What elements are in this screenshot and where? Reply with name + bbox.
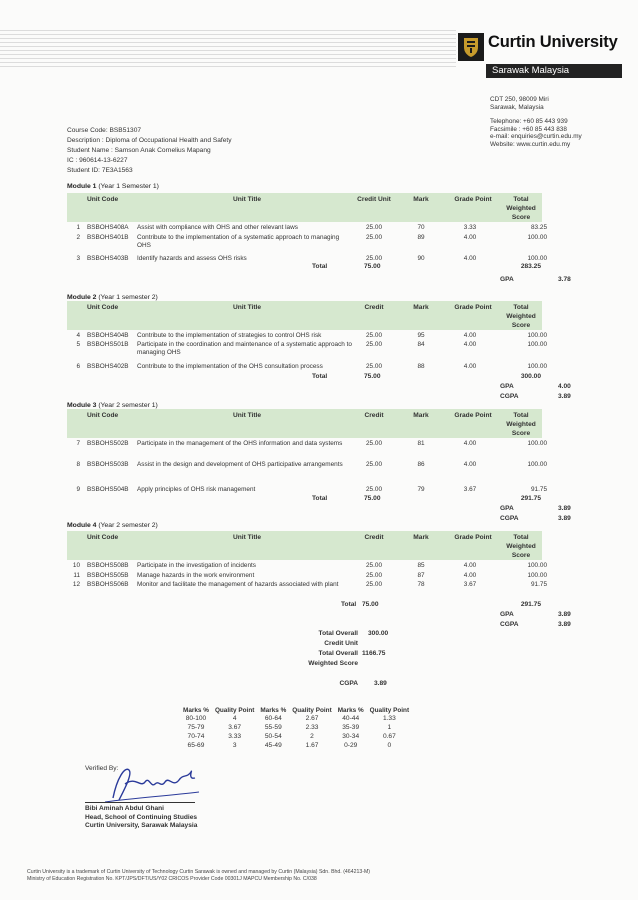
- cgpa-label: CGPA: [500, 393, 519, 400]
- mark-value: 79: [417, 486, 425, 493]
- credit-value: 25.00: [366, 440, 382, 447]
- signer-institution: Curtin University, Sarawak Malaysia: [85, 822, 198, 830]
- unit-code: BSBOHS508B: [87, 562, 129, 569]
- grade-scale-header: Marks %: [183, 707, 209, 714]
- header-unit-code: Unit Code: [87, 196, 119, 203]
- gpa-value: 3.78: [558, 276, 571, 283]
- student-ic: IC : 960614-13-6227: [67, 157, 128, 164]
- header-total-weighted: Total Weighted Score: [506, 412, 536, 437]
- telephone: Telephone: +60 85 443 939: [490, 118, 568, 126]
- grade-scale-cell: 4: [232, 715, 237, 722]
- row-number: 2: [76, 234, 80, 241]
- header-unit-title: Unit Title: [232, 196, 262, 203]
- grade-point-value: 4.00: [463, 461, 477, 468]
- grade-point-value: 4.00: [463, 440, 477, 447]
- unit-title: Participate in the investigation of incidents: [137, 562, 257, 569]
- grade-scale-cell: 35-39: [342, 724, 360, 731]
- grade-scale-cell: 55-59: [264, 724, 282, 731]
- weighted-score-value: 91.75: [531, 486, 547, 493]
- mark-value: 85: [417, 562, 425, 569]
- weighted-score-value: 100.00: [527, 332, 547, 339]
- total-label: Total: [312, 263, 328, 270]
- mark-value: 95: [417, 332, 425, 339]
- total-weighted-score: 291.75: [520, 495, 541, 502]
- header-total-weighted: Total Weighted Score: [506, 196, 536, 221]
- unit-title: Monitor and facilitate the management of hazards associated with plant: [137, 581, 339, 588]
- header-unit-title: Unit Title: [232, 412, 262, 419]
- student-name: Student Name : Samson Anak Cornelius Mapang: [67, 147, 211, 154]
- gpa-label: GPA: [500, 505, 514, 512]
- grade-scale-cell: 0: [387, 742, 392, 749]
- grade-point-value: 4.00: [463, 572, 477, 579]
- grade-scale-header: Marks %: [337, 707, 364, 714]
- address-line: Sarawak, Malaysia: [490, 103, 544, 111]
- mark-value: 78: [417, 581, 425, 588]
- grade-scale-cell: 1.33: [382, 715, 396, 722]
- row-number: 7: [76, 440, 80, 447]
- weighted-score-value: 100.00: [527, 363, 547, 370]
- unit-code: BSBOHS502B: [87, 440, 129, 447]
- grade-point-value: 4.00: [463, 562, 477, 569]
- header-credit: Credit: [364, 534, 384, 541]
- module-title-bold: Module 2: [67, 294, 97, 301]
- grade-scale-cell: 30-34: [342, 733, 360, 740]
- overall-cgpa-label: CGPA: [339, 680, 358, 687]
- header-credit: Credit: [364, 412, 384, 419]
- website: Website: www.curtin.edu.my: [490, 140, 571, 148]
- grade-scale-header: Quality Point: [292, 707, 332, 714]
- signer-block: [85, 805, 197, 831]
- row-number: 9: [76, 486, 80, 493]
- course-code: Course Code: BSB51307: [67, 127, 142, 134]
- header-credit: Credit Unit: [357, 196, 391, 203]
- footer-line: Curtin University is a trademark of Curtin University of Technology Curtin Sarawak is owned and managed by Curtin (Malaysia) Sdn. Bhd. (464213-M): [27, 869, 371, 875]
- unit-title: Contribute to the implementation of the OHS consultation process: [137, 363, 323, 370]
- signature-icon: [95, 758, 205, 808]
- header-lines-decoration: [0, 30, 456, 68]
- unit-title: Manage hazards in the work environment: [137, 572, 255, 579]
- weighted-score-value: 100.00: [527, 562, 547, 569]
- module-title-bold: Module 3: [67, 402, 97, 409]
- address-line: CDT 250, 98009 Miri: [490, 96, 549, 103]
- weighted-score-value: 100.00: [527, 255, 547, 262]
- weighted-score-value: 100.00: [527, 341, 547, 348]
- header-mark: Mark: [413, 196, 429, 203]
- grade-scale-cell: 3.67: [228, 724, 242, 731]
- grade-point-value: 4.00: [463, 341, 477, 348]
- campus-name: Sarawak Malaysia: [486, 64, 622, 78]
- unit-code: BSBOHS506B: [87, 581, 129, 588]
- mark-value: 87: [417, 572, 425, 579]
- module-title-semester: (Year 2 semester 2): [96, 522, 158, 529]
- header-credit: Credit: [364, 304, 384, 311]
- unit-title: Assist in the design and development of OHS participative arrangements: [137, 461, 343, 468]
- mark-value: 89: [417, 234, 425, 241]
- student-id: Student ID: 7E3A1563: [67, 167, 133, 174]
- grade-point-value: 4.00: [463, 234, 477, 241]
- email: e-mail: enquiries@curtin.edu.my: [490, 133, 582, 141]
- module-table-header: [67, 193, 542, 222]
- cgpa-value: 3.89: [558, 621, 571, 628]
- cgpa-value: 3.89: [558, 515, 571, 522]
- grade-scale-header: Quality Point: [214, 707, 255, 714]
- grade-point-value: 3.67: [463, 581, 477, 588]
- grade-scale-cell: 50-54: [264, 733, 282, 740]
- module-title-semester: (Year 1 semester 2): [96, 294, 158, 301]
- grade-scale-cell: 2: [310, 733, 314, 740]
- grade-scale-row: [180, 732, 412, 741]
- unit-title: Contribute to the implementation of strategies to control OHS risk: [137, 332, 322, 339]
- gpa-label: GPA: [500, 383, 514, 390]
- total-weighted-score: 291.75: [520, 601, 541, 608]
- total-weighted-score: 300.00: [520, 373, 541, 380]
- header-grade-point: Grade Point: [454, 534, 492, 541]
- grade-scale-cell: 3.33: [228, 733, 242, 740]
- header-unit-code: Unit Code: [87, 304, 119, 311]
- total-credit: 75.00: [364, 373, 381, 380]
- grade-scale-cell: 65-69: [187, 742, 205, 749]
- grade-scale-header: Quality Point: [369, 707, 410, 714]
- total-credit: 75.00: [364, 263, 381, 270]
- row-number: 4: [76, 332, 80, 339]
- header-unit-code: Unit Code: [87, 412, 119, 419]
- total-overall-credit-label: Total Overall Credit Unit: [318, 630, 358, 647]
- module-title-bold: Module 4: [67, 522, 97, 529]
- signer-name: Bibi Aminah Abdul Ghani: [85, 805, 164, 812]
- footer-line: Ministry of Education Registration No. KPT/JPS/DFT/US/Y02 CRICOS Provider Code 00301J MAPCU Membership No. C/038: [27, 875, 317, 882]
- grade-scale-cell: 2.67: [305, 715, 319, 722]
- total-credit: 75.00: [362, 601, 379, 608]
- university-name: Curtin University: [488, 33, 618, 51]
- module-title: [67, 522, 158, 529]
- footer-notes: [27, 869, 370, 882]
- grade-point-value: 3.67: [463, 486, 477, 493]
- row-number: 12: [72, 581, 80, 588]
- verified-by-label: Verified By:: [85, 765, 119, 772]
- overall-summary: [300, 629, 410, 689]
- module-title-bold: Module 1: [67, 183, 97, 190]
- module-table-header: [67, 301, 542, 330]
- cgpa-value: 3.89: [558, 393, 571, 400]
- mark-value: 70: [417, 224, 425, 231]
- header-total-weighted: Total Weighted Score: [506, 304, 536, 329]
- credit-value: 25.00: [366, 562, 382, 569]
- unit-code: BSBOHS402B: [87, 363, 129, 370]
- weighted-score-value: 100.00: [527, 461, 547, 468]
- unit-code: BSBOHS505B: [87, 572, 129, 579]
- gpa-value: 4.00: [558, 383, 571, 390]
- total-overall-weighted: 1166.75: [362, 650, 386, 657]
- grade-point-value: 3.33: [463, 224, 477, 231]
- header-total-weighted: Total Weighted Score: [506, 534, 536, 559]
- unit-title: Assist with compliance with OHS and other relevant laws: [137, 224, 298, 231]
- credit-value: 25.00: [366, 363, 382, 370]
- module-title-semester: (Year 2 semester 1): [96, 402, 158, 409]
- row-number: 11: [73, 572, 80, 579]
- total-label: Total: [312, 495, 328, 502]
- mark-value: 86: [417, 461, 425, 468]
- header-unit-title: Unit Title: [232, 534, 262, 541]
- credit-value: 25.00: [366, 332, 382, 339]
- unit-title: Participate in the coordination and maintenance of a systematic approach to managing OHS: [137, 341, 352, 356]
- crest-icon: [458, 33, 484, 61]
- grade-scale-cell: 1.67: [305, 742, 319, 749]
- total-label: Total: [341, 601, 357, 608]
- row-number: 5: [76, 341, 80, 348]
- unit-code: BSBOHS401B: [87, 234, 129, 241]
- weighted-score-value: 100.00: [527, 440, 547, 447]
- row-number: 8: [76, 461, 80, 468]
- facsimile: Facsimile : +60 85 443 838: [490, 125, 567, 133]
- grade-scale-row: [180, 714, 412, 723]
- credit-value: 25.00: [366, 461, 382, 468]
- header-unit-title: Unit Title: [232, 304, 262, 311]
- credit-value: 25.00: [366, 341, 382, 348]
- header-unit-code: Unit Code: [87, 534, 119, 541]
- weighted-score-value: 83.25: [531, 224, 547, 231]
- cgpa-label: CGPA: [500, 621, 519, 628]
- header-mark: Mark: [413, 412, 429, 419]
- credit-value: 25.00: [366, 234, 382, 241]
- grade-scale-row: [180, 723, 412, 732]
- grading-scale: [180, 707, 450, 750]
- gpa-label: GPA: [500, 276, 514, 283]
- signature-line: [85, 802, 195, 803]
- weighted-score-value: 91.75: [531, 581, 547, 588]
- grade-scale-cell: 3: [232, 742, 237, 749]
- module-title: [67, 183, 159, 190]
- unit-title: Contribute to the implementation of a systematic approach to managing OHS: [137, 234, 340, 249]
- grade-scale-cell: 2.33: [305, 724, 319, 731]
- header-grade-point: Grade Point: [454, 196, 492, 203]
- unit-code: BSBOHS408A: [87, 224, 129, 231]
- module-table-header: [67, 531, 542, 560]
- header-mark: Mark: [413, 534, 429, 541]
- grade-scale-row: [180, 741, 412, 750]
- total-credit: 75.00: [364, 495, 381, 502]
- row-number: 10: [72, 562, 80, 569]
- grade-scale-header: Marks %: [260, 707, 287, 714]
- grade-scale-cell: 75-79: [187, 724, 205, 731]
- module-title-semester: (Year 1 Semester 1): [96, 183, 159, 190]
- grade-scale-cell: 0-29: [344, 742, 358, 749]
- grade-point-value: 4.00: [463, 332, 477, 339]
- credit-value: 25.00: [366, 572, 382, 579]
- grade-scale-cell: 0.67: [382, 733, 396, 740]
- grade-scale-cell: 80-100: [185, 715, 207, 722]
- unit-code: BSBOHS404B: [87, 332, 129, 339]
- grade-scale-cell: 40-44: [342, 715, 360, 722]
- credit-value: 25.00: [366, 486, 382, 493]
- total-weighted-score: 283.25: [520, 263, 541, 270]
- weighted-score-value: 100.00: [527, 234, 547, 241]
- credit-value: 25.00: [366, 581, 382, 588]
- row-number: 1: [76, 224, 80, 231]
- row-number: 6: [76, 363, 80, 370]
- cgpa-label: CGPA: [500, 515, 519, 522]
- grade-point-value: 4.00: [463, 255, 477, 262]
- grade-point-value: 4.00: [463, 363, 477, 370]
- signer-position: Head, School of Continuing Studies: [85, 813, 198, 821]
- weighted-score-value: 100.00: [527, 572, 547, 579]
- module-table-header: [67, 409, 542, 438]
- gpa-value: 3.89: [558, 611, 571, 618]
- curtin-logo: [458, 33, 622, 79]
- grade-scale-cell: 45-49: [264, 742, 282, 749]
- mark-value: 88: [417, 363, 425, 370]
- unit-code: BSBOHS501B: [87, 341, 129, 348]
- module-title: [67, 402, 158, 409]
- overall-cgpa: 3.89: [374, 680, 387, 687]
- row-number: 3: [76, 255, 80, 262]
- gpa-value: 3.89: [558, 505, 571, 512]
- credit-value: 25.00: [366, 255, 382, 262]
- grade-scale-cell: 70-74: [187, 733, 205, 740]
- contact-address: [490, 96, 582, 149]
- student-info: [67, 126, 232, 176]
- header-grade-point: Grade Point: [454, 304, 492, 311]
- course-description: Description : Diploma of Occupational Health and Safety: [67, 137, 232, 144]
- mark-value: 81: [417, 440, 425, 447]
- gpa-label: GPA: [500, 611, 514, 618]
- header-grade-point: Grade Point: [454, 412, 492, 419]
- unit-code: BSBOHS503B: [87, 461, 129, 468]
- credit-value: 25.00: [366, 224, 382, 231]
- grade-scale-cell: 1: [387, 724, 392, 731]
- total-overall-credit: 300.00: [368, 630, 389, 637]
- module-title: [67, 294, 158, 301]
- unit-title: Identify hazards and assess OHS risks: [137, 255, 247, 262]
- total-overall-weighted-label: Total Overall Weighted Score: [308, 650, 358, 667]
- grading-scale-table: [180, 707, 412, 750]
- unit-title: Participate in the management of the OHS information and data systems: [137, 440, 343, 447]
- unit-code: BSBOHS504B: [87, 486, 129, 493]
- header-mark: Mark: [413, 304, 429, 311]
- grade-scale-cell: 60-64: [264, 715, 282, 722]
- total-label: Total: [312, 373, 328, 380]
- unit-code: BSBOHS403B: [87, 255, 129, 262]
- mark-value: 84: [417, 341, 425, 348]
- unit-title: Apply principles of OHS risk management: [137, 486, 256, 493]
- mark-value: 90: [417, 255, 425, 262]
